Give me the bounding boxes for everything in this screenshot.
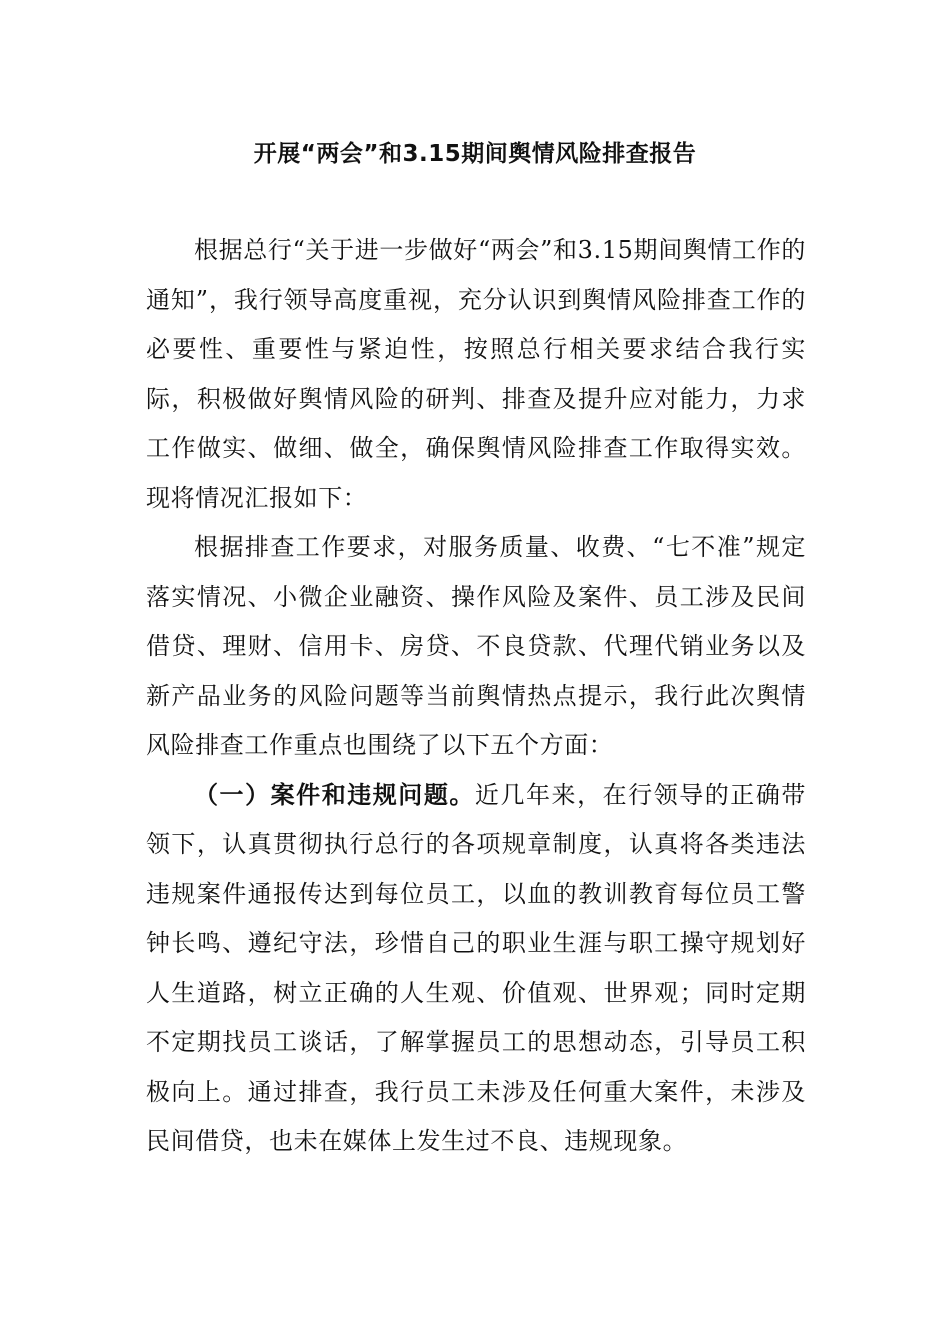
paragraph-focus-areas bbox=[146, 523, 806, 771]
document-body bbox=[146, 226, 806, 1167]
paragraph-section-one-text: 近几年来，在行领导的正确带领下，认真贯彻执行总行的各项规章制度，认真将各类违法违规案件通报传达到每位员工，以血的教训教育每位员工警钟长鸣、遵纪守法，珍惜自己的职业生涯与职工操守规划好人生道路，树立正确的人生观、价值观、世界观；同时定期不定期找员工谈话，了解掌握员工的思想动态，引导员工积极向上。通过排查，我行员工未涉及任何重大案件，未涉及民间借贷，也未在媒体上发生过不良、违规现象。 bbox=[146, 780, 806, 1155]
paragraph-focus-areas-text: 根据排查工作要求，对服务质量、收费、“七不准”规定落实情况、小微企业融资、操作风险及案件、员工涉及民间借贷、理财、信用卡、房贷、不良贷款、代理代销业务以及新产品业务的风险问题等当前舆情热点提示，我行此次舆情风险排查工作重点也围绕了以下五个方面： bbox=[146, 533, 806, 759]
section-heading: （一）案件和违规问题。 bbox=[194, 780, 475, 809]
paragraph-section-one bbox=[146, 771, 806, 1167]
paragraph-intro bbox=[146, 226, 806, 523]
document-title: 开展“两会”和3.15期间舆情风险排查报告 bbox=[253, 141, 697, 167]
paragraph-intro-text: 根据总行“关于进一步做好“两会”和3.15期间舆情工作的通知”，我行领导高度重视，充分认识到舆情风险排查工作的必要性、重要性与紧迫性，按照总行相关要求结合我行实际，积极做好舆情风险的研判、排查及提升应对能力，力求工作做实、做细、做全，确保舆情风险排查工作取得实效。现将情况汇报如下： bbox=[146, 236, 806, 512]
